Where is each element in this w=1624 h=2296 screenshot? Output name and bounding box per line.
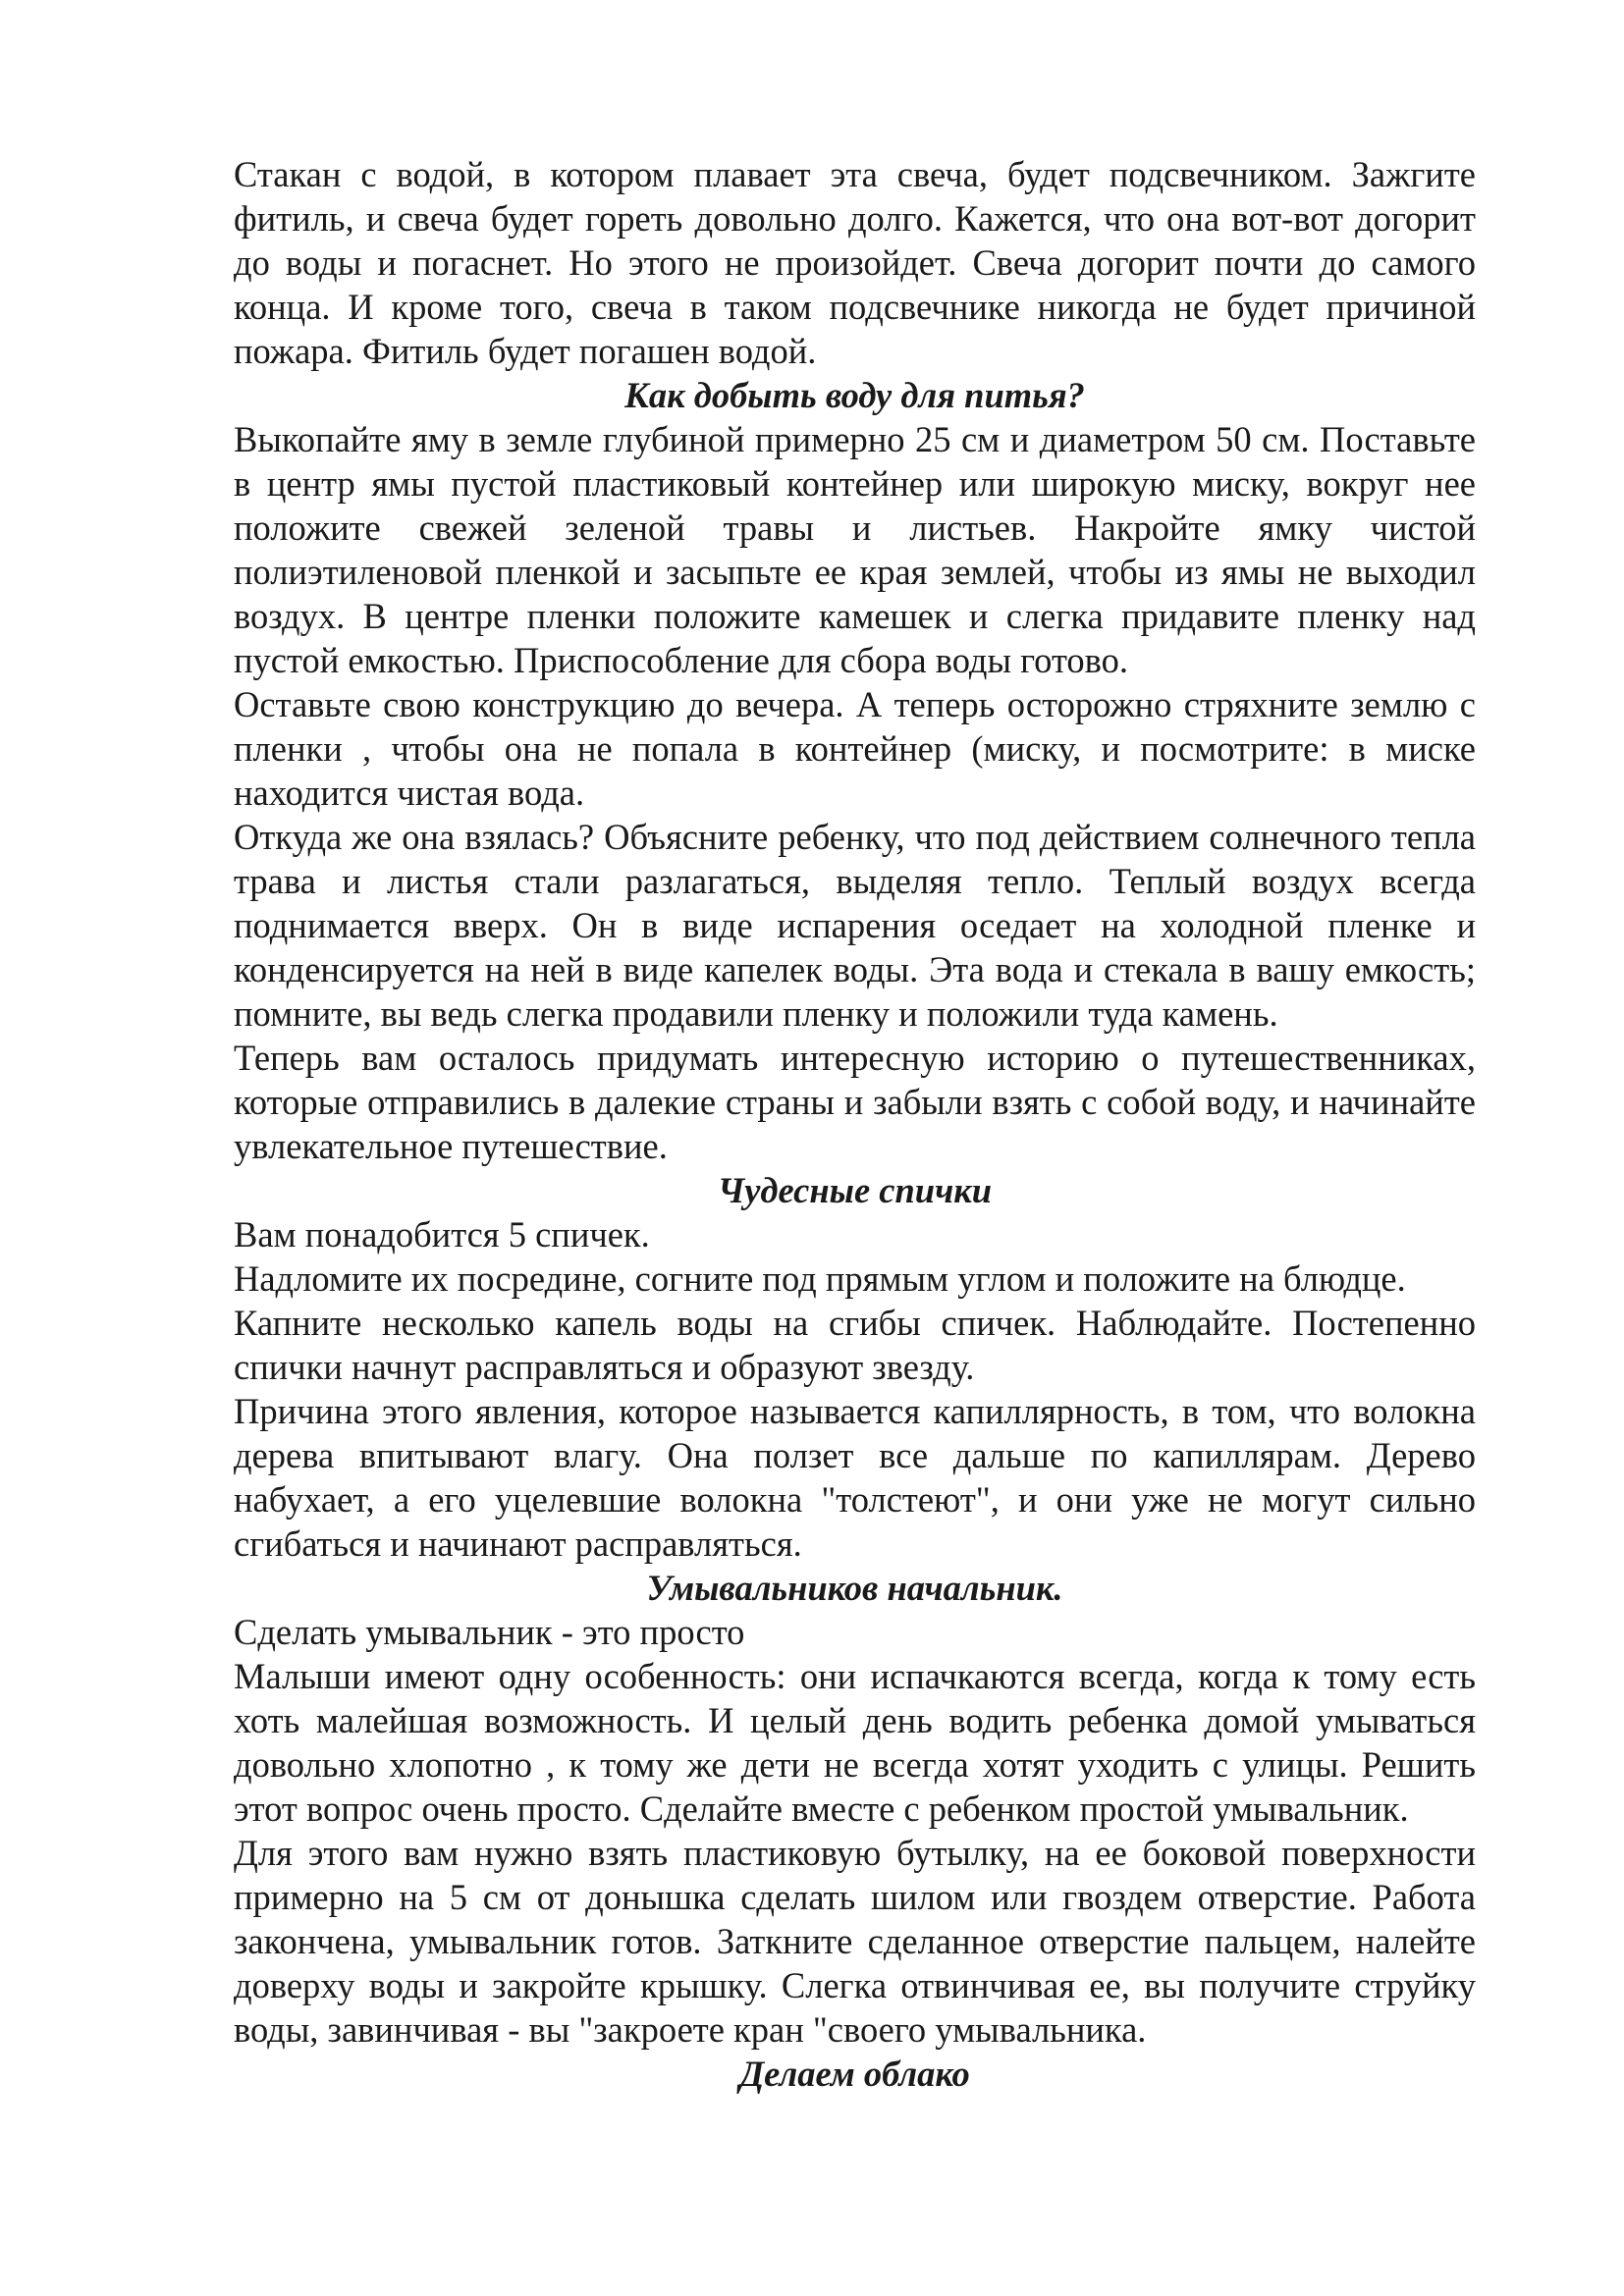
- document-body: [234, 152, 1476, 2096]
- heading-washstand: Умывальников начальник.: [646, 1568, 1063, 1608]
- paragraph-leave-until-evening: Оставьте свою конструкцию до вечера. А теперь осторожно стряхните землю с пленки , чтобы она не попала в контейнер (миску, и посмотрите: в миске находится чистая вода.: [234, 684, 1476, 813]
- paragraph-capillarity: Причина этого явления, которое называется капиллярность, в том, что волокна дерева впитывают влагу. Она ползет все дальше по капиллярам. Дерево набухает, а его уцелевшие волокна "толстеют", и они уже не могут сильно сгибаться и начинают расправляться.: [234, 1391, 1476, 1564]
- paragraph-five-matches: Вам понадобится 5 спичек.: [234, 1214, 650, 1255]
- paragraph-drip-water: Капните несколько капель воды на сгибы спичек. Наблюдайте. Постепенно спички начнут расправляться и образуют звезду.: [234, 1303, 1476, 1387]
- paragraph-washstand-simple: Сделать умывальник - это просто: [234, 1612, 745, 1652]
- paragraph-dig-pit: Выкопайте яму в земле глубиной примерно 25 см и диаметром 50 см. Поставьте в центр ямы пустой пластиковый контейнер или широкую миску, вокруг нее положите свежей зеленой травы и листьев. Накройте ямку чистой полиэтиленовой пленкой и засыпьте ее края землей, чтобы из ямы не выходил воздух. В центре пленки положите камешек и слегка придавите пленку над пустой емкостью. Приспособление для сбора воды готово.: [234, 419, 1476, 680]
- paragraph-break-matches: Надломите их посредине, согните под прямым углом и положите на блюдце.: [234, 1258, 1406, 1299]
- heading-make-cloud: Делаем облако: [739, 2054, 970, 2094]
- paragraph-travel-story: Теперь вам осталось придумать интересную историю о путешественниках, которые отправились в далекие страны и забыли взять с собой воду, и начинайте увлекательное путешествие.: [234, 1038, 1476, 1166]
- paragraph-bottle-instructions: Для этого вам нужно взять пластиковую бутылку, на ее боковой поверхности примерно на 5 см от донышка сделать шилом или гвоздем отверстие. Работа закончена, умывальник готов. Заткните сделанное отверстие пальцем, налейте доверху воды и закройте крышку. Слегка отвинчивая ее, вы получите струйку воды, завинчивая - вы "закроете кран "своего умывальника.: [234, 1833, 1476, 2050]
- paragraph-kids-get-dirty: Малыши имеют одну особенность: они испачкаются всегда, когда к тому есть хоть малейшая возможность. И целый день водить ребенка домой умываться довольно хлопотно , к тому же дети не всегда хотят уходить с улицы. Решить этот вопрос очень просто. Сделайте вместе с ребенком простой умывальник.: [234, 1656, 1476, 1829]
- heading-wonderful-matches: Чудесные спички: [717, 1170, 993, 1210]
- heading-drinking-water: Как добыть воду для питья?: [624, 375, 1085, 415]
- paragraph-water-origin: Откуда же она взялась? Объясните ребенку, что под действием солнечного тепла трава и листья стали разлагаться, выделяя тепло. Теплый воздух всегда поднимается вверх. Он в виде испарения оседает на холодной пленке и конденсируется на ней в виде капелек воды. Эта вода и стекала в вашу емкость; помните, вы ведь слегка продавили пленку и положили туда камень.: [234, 817, 1476, 1034]
- paragraph-candle-holder: Стакан с водой, в котором плавает эта свеча, будет подсвечником. Зажгите фитиль, и свеча будет гореть довольно долго. Кажется, что она вот-вот догорит до воды и погаснет. Но этого не произойдет. Свеча догорит почти до самого конца. И кроме того, свеча в таком подсвечнике никогда не будет причиной пожара. Фитиль будет погашен водой.: [234, 154, 1476, 371]
